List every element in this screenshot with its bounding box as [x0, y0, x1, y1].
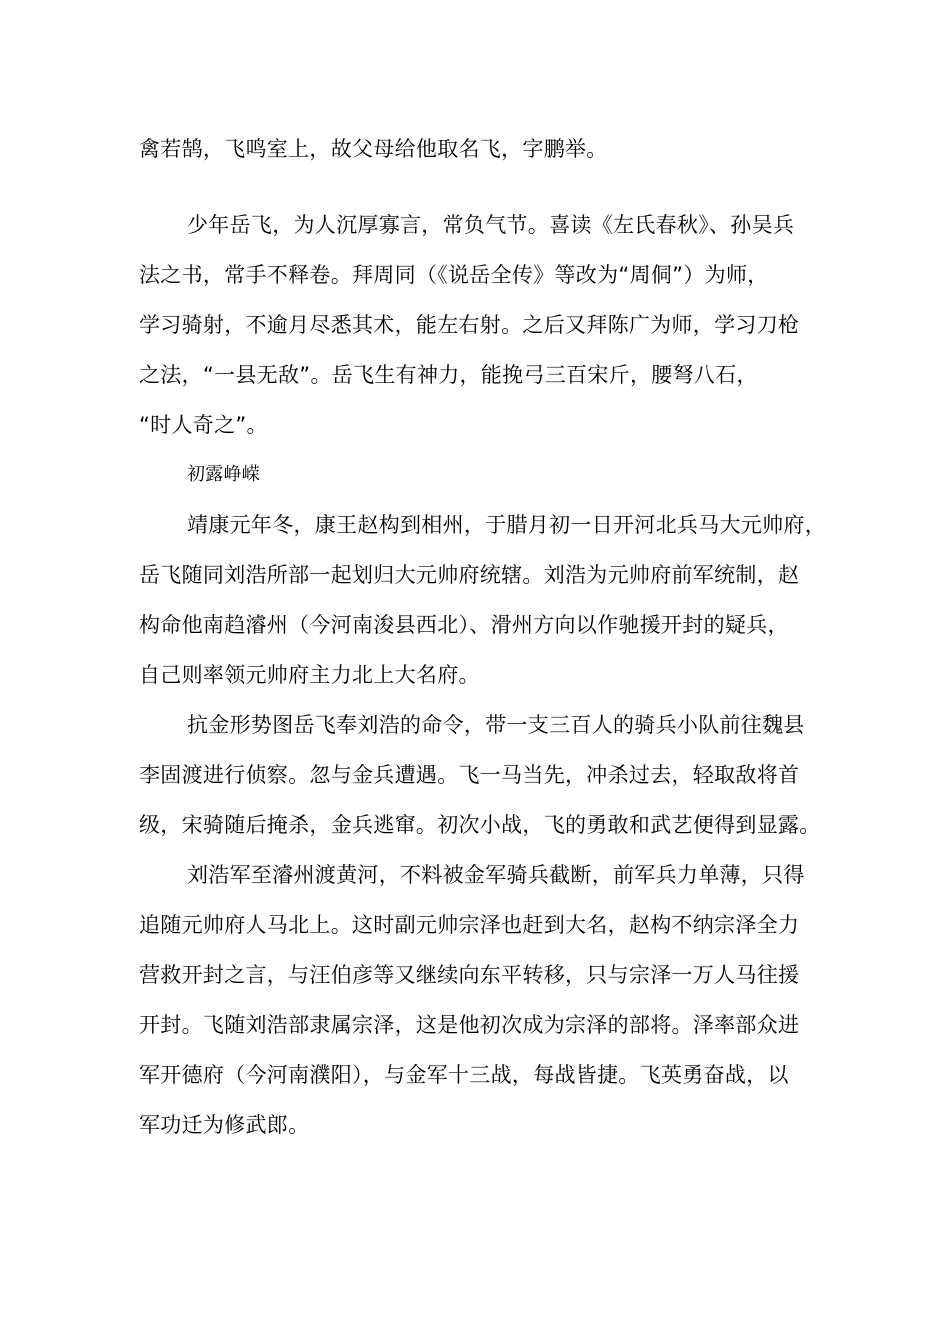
paragraph-line: 少年岳飞，为人沉厚寡言，常负气节。喜读《左氏春秋》、孙吴兵 — [187, 213, 795, 237]
paragraph-line: 级，宋骑随后掩杀，金兵逃窜。初次小战，飞的勇敢和武艺便得到显露。 — [139, 813, 821, 837]
paragraph-line: 之法，“一县无敌”。岳飞生有神力，能挽弓三百宋斤，腰弩八石， — [139, 363, 758, 387]
paragraph-line: 禽若鹄，飞鸣室上，故父母给他取名飞，字鹏举。 — [139, 137, 608, 161]
paragraph-line: 靖康元年冬，康王赵构到相州，于腊月初一日开河北兵马大元帅府， — [187, 513, 826, 537]
section-heading: 初露峥嵘 — [187, 464, 261, 485]
paragraph-line: “时人奇之”。 — [139, 413, 268, 437]
paragraph-line: 追随元帅府人马北上。这时副元帅宗泽也赶到大名，赵构不纳宗泽全力 — [139, 913, 800, 937]
paragraph-line: 法之书，常手不释卷。拜周同（《说岳全传》等改为“周侗”）为师， — [139, 263, 769, 287]
paragraph-line: 岳飞随同刘浩所部一起划归大元帅府统辖。刘浩为元帅府前军统制，赵 — [139, 563, 800, 587]
paragraph-line: 刘浩军至濬州渡黄河，不料被金军骑兵截断，前军兵力单薄，只得 — [187, 863, 805, 887]
paragraph-line: 抗金形势图岳飞奉刘浩的命令，带一支三百人的骑兵小队前往魏县 — [187, 713, 805, 737]
paragraph-line: 构命他南趋濬州（今河南浚县西北）、滑州方向以作驰援开封的疑兵， — [139, 613, 789, 637]
paragraph-line: 自己则率领元帅府主力北上大名府。 — [139, 663, 480, 687]
paragraph-line: 军功迁为修武郎。 — [139, 1113, 310, 1137]
paragraph-line: 军开德府（今河南濮阳），与金军十三战，每战皆捷。飞英勇奋战，以 — [139, 1063, 789, 1087]
paragraph-line: 营救开封之言，与汪伯彦等又继续向东平转移，只与宗泽一万人马往援 — [139, 963, 800, 987]
paragraph-line: 李固渡进行侦察。忽与金兵遭遇。飞一马当先，冲杀过去，轻取敌将首 — [139, 763, 800, 787]
paragraph-line: 开封。飞随刘浩部隶属宗泽，这是他初次成为宗泽的部将。泽率部众进 — [139, 1013, 800, 1037]
paragraph-line: 学习骑射，不逾月尽悉其术，能左右射。之后又拜陈广为师，学习刀枪 — [139, 313, 800, 337]
